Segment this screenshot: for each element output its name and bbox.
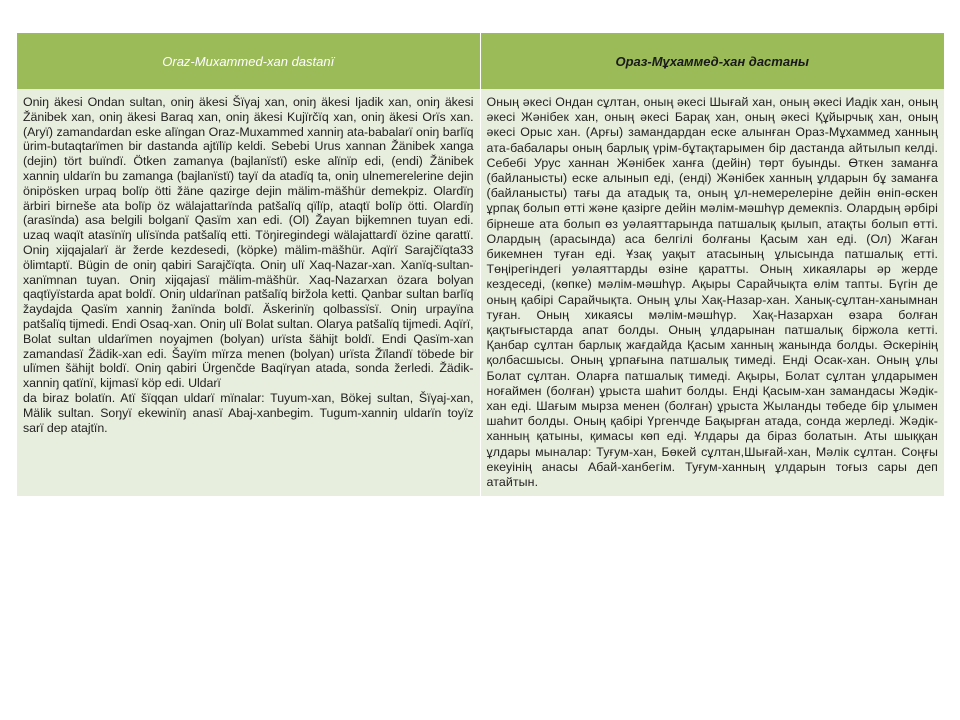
table-body-row [17, 89, 944, 496]
header-cyrillic-title: Ораз-Мұхаммед-хан дастаны [480, 33, 944, 89]
cyrillic-text-cell [480, 89, 944, 496]
latin-paragraph-2: da biraz bolatïn. Atï šïqqan uldarï mïnalar: Tuyum-xan, Bökej sultan, Šïγaj-xan, Mälik sultan. Soŋyï ekewinïŋ anasï Abaj-xanbegim. Tugum-xanniŋ uldarïn toyïz sarï dep atajtïn. [23, 390, 474, 435]
cyrillic-paragraph-1: Оның әкесі Ондан сұлтан, оның әкесі Шығай хан, оның әкесі Иадік хан, оның әкесі Жәнібек хан, оның әкесі Барақ хан, оның әкесі Құйырчық хан, оның әкесі Орыс хан. (Арғы) замандардан еске алынған Ораз-Мұхаммед ханның ата-бабалары оның барлық үрім-бұтақтарымен бір дастанда айтылып келді. Себебі Урус ханнан Жәнібек ханға (дейін) төрт буынды. Өткен заманға (байланысты) еске алынып еді, (енді) Жәнібек ханның ұлдарын бұ заманға (байланысты) тағы да атадық та, оның ұл-немерелеріне дейін өніп-өскен ұрпақ болып өтті және қазірге дейін мәлім-мәшһүр демекпіз. Олардың әрбірі бірнеше ата болып өз уәлаяттарында патшалық қылып, атақты болып өтті. Олардың (арасында) аса белгілі болғаны Қасым хан еді. (Ол) Жаған бикемнен туған еді. Ұзақ уақыт атасының ұлысында патшалық етті. Төңірегіндегі уәлаяттарды өзіне қаратты. Оның хикаялары әр жерде кездеседі, (көпке) мәлім-мәшһүр. Ақыры Сарайчықта өлім тапты. Бүгін де оның қабірі Сарайчықта. Оның ұлы Хақ-Назар-хан. Ханық-сұлтан-ханымнан туған. Оның хикаясы мәлім-мәшһүр. Хақ-Назархан өзара болған қақтығыстарда апат болды. Оның ұлдарынан патшалық біржола кетті. Қанбар сұлтан барлық жағдайда Қасым ханның жанында болды. Әскерінің қолбасшысы. Оның ұрпағына патшалық тимеді. Енді Осак-хан. Оның ұлы Болат сұлтан. Оларға патшалық тимеді. Ақыры, Болат сұлтан ұлдарымен ноғаймен (болған) ұрыста шаһит болды. Енді Қасым-хан замандасы Жәдік-хан еді. Шағым мырза менен (болған) ұрыста Жыланды төбеде бір ұлымен шаһит болды. Оның қабірі Үргенчде Бақырған атада, сонда жерледі. Жәдік-ханның қатыны, қимасы көп еді. Ұлдары да біраз болатын. Аты шыққан ұлдары мыналар: Туғум-хан, Бөкей сұлтан,Шығай-хан, Мәлік сұлтан. Соңғы екеуінің анасы Абай-ханбегім. Туғум-ханның ұлдарын тоғыз сары деп атайтын. [486, 95, 938, 490]
table-header-row [17, 33, 944, 89]
latin-paragraph-1: Oniŋ äkesi Ondan sultan, oniŋ äkesi Šïγaj xan, oniŋ äkesi Ijadik xan, oniŋ äkesi Žänibek xan, oniŋ äkesi Baraq xan, oniŋ äkesi Kujïrčïq xan, oniŋ äkesi Orïs xan. (Aryï) zamandardan eske alïngan Oraz-Muxammed xanniŋ ata-babalarï oniŋ barlïq ürim-butaqtarïmen bir dastanda ajtïlïp keldi. Sebebi Urus xannan Žänibek xanga (dejin) tört buïndï. Ötken zamanγa (bajlanïstï) eske alïnïp edi, (endi) Žänibek xanniŋ uldarïn bu zamanga (bajlanïstï) tayï da atadïq ta, oniŋ ulnemerelerine dejin önipösken urpaq bolïp ötti žäne qazirge dejin mälim-mäšhür demekpiz. Olardïŋ ärbiri birneše ata bolïp öz wälajattarïnda patšalïq qïlïp, ataqtï bolïp ötti. Olardïŋ (arasïnda) asa belgili bolganï Qasïm xan edi. (Ol) Žayan bijkemnen tuyan edi. uzaq waqït atasïnïŋ ulïsïnda patšalïq etti. Töŋiregindegi wälajattardï özine qarattï. Oniŋ xijqajalarï är žerde kezdesedi, (köpke) mälim-mäšhür. Aqïrï Sarajčïqta33 ölimtaptï. Bügin de oniŋ qabiri Sarajčïqta. Oniŋ ulï Xaq-Nazar-xan. Xanïq-sultan-xanïmnan tuyan. Oniŋ xijqajasï mälim-mäšhür. Xaq-Nazarxan özara bolyan qaqtïyïstarda apat boldï. Oniŋ uldarïnan patšalïq biržola ketti. Qanbar sultan barlïq žaydajda Qasïm xanniŋ žanïnda boldï. Äskerinïŋ qolbassïsï. Oniŋ urpayïna patšalïq tijmedi. Endi Osaq-xan. Oniŋ ulï Bolat sultan. Olarya patšalïq tijmedi. Aqïrï, Bolat sultan uldarïmen noyajmen (bolyan) urïsta šähijt boldï. Endi Qasïm-xan zamandasï Žädik-xan edi. Šayïm mïrza menen (bolyan) urïsta Žïlandï töbede bir ulïmen šähijt boldï. Oniŋ qabiri Ürgenčde Baqïrγan atada, sonda žerledi. Žädik-xanniŋ qatïnï, kijmasï köp edi. Uldarï [23, 95, 474, 391]
latin-transliteration-cell [17, 89, 480, 496]
header-latin-title: Oraz-Muxammed-xan dastanï [17, 33, 480, 89]
comparison-table [17, 33, 944, 496]
